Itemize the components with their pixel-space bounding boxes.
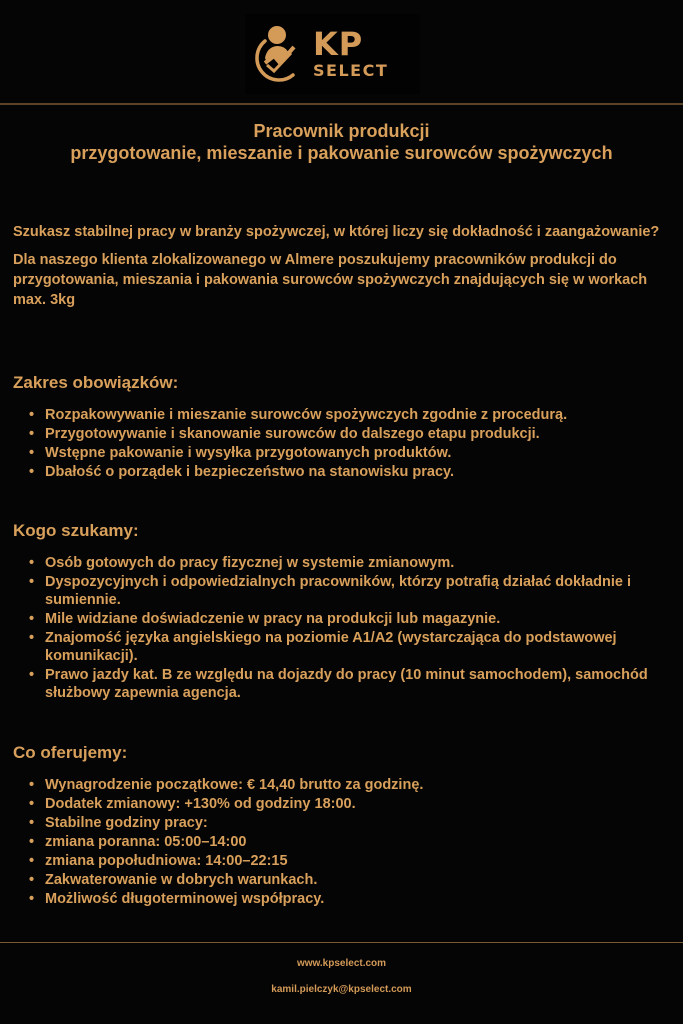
bullet-icon: • <box>29 815 35 831</box>
list-item: • zmiana popołudniowa: 14:00–22:15 <box>29 853 288 869</box>
logo-kp-text: KP <box>313 25 364 63</box>
list-item: • Przygotowywanie i skanowanie surowców do dalszego etapu produkcji. <box>29 426 540 442</box>
intro-question: Szukasz stabilnej pracy w branży spożywczej, w której liczy się dokładność i zaangażowanie? <box>13 224 660 240</box>
bullet-icon: • <box>29 407 35 423</box>
bullet-icon: • <box>29 445 35 461</box>
list-item: • Dbałość o porządek i bezpieczeństwo na stanowisku pracy. <box>29 464 455 480</box>
bullet-icon: • <box>29 611 35 627</box>
list-item: • Możliwość długoterminowej współpracy. <box>29 891 325 907</box>
bullet-icon: • <box>29 891 35 907</box>
section-offer <box>13 742 423 909</box>
section-heading: Kogo szukamy: <box>13 521 139 540</box>
bullet-icon: • <box>29 555 35 571</box>
title-line-2: przygotowanie, mieszanie i pakowanie surowców spożywczych <box>70 143 613 163</box>
section-responsibilities <box>13 372 567 482</box>
list-item: • Znajomość języka angielskiego na poziomie A1/A2 (wystarczająca do podstawowej komunikacji). <box>29 630 617 664</box>
logo-select-text: SELECT <box>313 61 389 80</box>
list-item: • zmiana poranna: 05:00–14:00 <box>29 834 247 850</box>
bullet-icon: • <box>29 872 35 888</box>
website-link[interactable]: www.kpselect.com <box>296 958 387 969</box>
kp-select-logo[interactable] <box>245 14 420 94</box>
person-check-icon <box>245 23 307 85</box>
list-item: • Dodatek zmianowy: +130% od godziny 18:00. <box>29 796 356 812</box>
email-link[interactable]: kamil.pielczyk@kpselect.com <box>271 984 412 995</box>
header <box>0 0 683 104</box>
offer-list <box>13 776 423 908</box>
job-description <box>13 222 673 907</box>
list-item: • Stabilne godziny pracy: <box>29 815 208 831</box>
section-heading: Zakres obowiązków: <box>13 373 179 392</box>
footer-divider <box>0 942 683 943</box>
intro-description: Dla naszego klienta zlokalizowanego w Almere poszukujemy pracowników produkcji do przygotowania, mieszania i pakowania surowców spożywczych znajdujących się w workach max. 3kg <box>13 252 648 308</box>
section-heading: Co oferujemy: <box>13 743 128 762</box>
bullet-icon: • <box>29 667 35 683</box>
bullet-icon: • <box>29 834 35 850</box>
bullet-icon: • <box>29 574 35 590</box>
footer <box>0 958 683 996</box>
bullet-icon: • <box>29 426 35 442</box>
responsibilities-list <box>13 406 567 481</box>
list-item: • Prawo jazdy kat. B ze względu na dojazdy do pracy (10 minut samochodem), samochód służbowy zapewnia agencja. <box>29 667 648 701</box>
list-item: • Mile widziane doświadczenie w pracy na produkcji lub magazynie. <box>29 611 501 627</box>
bullet-icon: • <box>29 464 35 480</box>
list-item: • Wstępne pakowanie i wysyłka przygotowanych produktów. <box>29 445 452 461</box>
list-item: • Zakwaterowanie w dobrych warunkach. <box>29 872 318 888</box>
title-line-1: Pracownik produkcji <box>253 121 430 141</box>
page-title <box>0 120 683 164</box>
section-requirements <box>13 520 673 703</box>
header-divider <box>0 103 683 105</box>
list-item: • Wynagrodzenie początkowe: € 14,40 brutto za godzinę. <box>29 777 424 793</box>
list-item: • Rozpakowywanie i mieszanie surowców spożywczych zgodnie z procedurą. <box>29 407 568 423</box>
list-item: • Dyspozycyjnych i odpowiedzialnych pracowników, którzy potrafią działać dokładnie i sumiennie. <box>29 574 632 608</box>
list-item: • Osób gotowych do pracy fizycznej w systemie zmianowym. <box>29 555 455 571</box>
bullet-icon: • <box>29 777 35 793</box>
bullet-icon: • <box>29 853 35 869</box>
bullet-icon: • <box>29 796 35 812</box>
bullet-icon: • <box>29 630 35 646</box>
requirements-list <box>13 554 673 702</box>
